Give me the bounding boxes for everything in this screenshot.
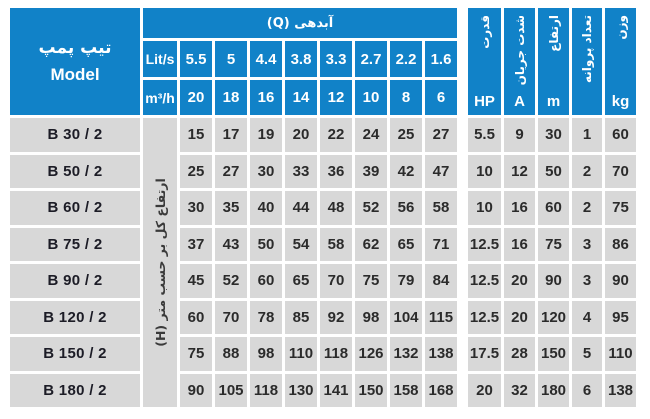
head-value-cell: 19	[250, 118, 282, 152]
flow-unit-value: 1.6	[425, 41, 457, 77]
head-value-cell: 62	[355, 228, 387, 262]
head-value-cell: 40	[250, 191, 282, 225]
spec-value-cell: 3	[572, 228, 602, 262]
spec-value-cell: 90	[605, 264, 636, 298]
spec-value-cell: 86	[605, 228, 636, 262]
total-head-axis-label: ارتفاع کل بر حسب متر (H)	[152, 178, 168, 347]
flow-unit-value: 2.7	[355, 41, 387, 77]
head-value-cell: 27	[425, 118, 457, 152]
spec-value-cell: 30	[538, 118, 569, 152]
spec-col-label: ارتفاع	[546, 15, 561, 52]
model-column-header	[10, 8, 140, 115]
head-value-cell: 27	[215, 155, 247, 189]
head-value-cell: 158	[390, 374, 422, 408]
flow-unit-value: 6	[425, 80, 457, 115]
head-value-cell: 75	[355, 264, 387, 298]
spec-value-cell: 4	[572, 301, 602, 335]
spec-value-cell: 75	[538, 228, 569, 262]
spec-col-header-weight	[605, 8, 636, 115]
spec-value-cell: 1	[572, 118, 602, 152]
head-value-cell: 138	[425, 337, 457, 371]
head-value-cell: 130	[285, 374, 317, 408]
head-value-cell: 24	[355, 118, 387, 152]
head-value-cell: 150	[355, 374, 387, 408]
head-value-cell: 110	[285, 337, 317, 371]
head-value-cell: 168	[425, 374, 457, 408]
head-value-cell: 58	[320, 228, 352, 262]
spec-value-cell: 50	[538, 155, 569, 189]
head-value-cell: 79	[390, 264, 422, 298]
spec-col-unit: m	[546, 93, 561, 110]
head-value-cell: 45	[180, 264, 212, 298]
head-value-cell: 118	[320, 337, 352, 371]
flow-unit-value: 4.4	[250, 41, 282, 77]
flow-unit-value: 10	[355, 80, 387, 115]
spec-value-cell: 5.5	[468, 118, 501, 152]
spec-col-unit: HP	[474, 93, 495, 110]
spec-value-cell: 2	[572, 155, 602, 189]
head-value-cell: 90	[180, 374, 212, 408]
spec-value-cell: 120	[538, 301, 569, 335]
spec-value-cell: 110	[605, 337, 636, 371]
head-value-cell: 58	[425, 191, 457, 225]
spec-col-unit: kg	[611, 93, 630, 110]
head-value-cell: 33	[285, 155, 317, 189]
spec-value-cell: 20	[468, 374, 501, 408]
head-value-cell: 118	[250, 374, 282, 408]
spec-value-cell: 180	[538, 374, 569, 408]
head-value-cell: 85	[285, 301, 317, 335]
total-head-axis-cell	[143, 118, 177, 407]
spec-value-cell: 20	[504, 301, 535, 335]
head-value-cell: 30	[180, 191, 212, 225]
model-cell: B 120 / 2	[10, 301, 140, 335]
spec-col-header-head	[538, 8, 569, 115]
head-value-cell: 84	[425, 264, 457, 298]
flow-unit-value: 18	[215, 80, 247, 115]
head-value-cell: 92	[320, 301, 352, 335]
head-value-cell: 60	[250, 264, 282, 298]
head-value-cell: 65	[285, 264, 317, 298]
spec-value-cell: 12.5	[468, 264, 501, 298]
head-value-cell: 52	[215, 264, 247, 298]
model-cell: B 60 / 2	[10, 191, 140, 225]
flow-unit-value: 5	[215, 41, 247, 77]
head-value-cell: 15	[180, 118, 212, 152]
spec-col-header-power	[468, 8, 501, 115]
head-value-cell: 126	[355, 337, 387, 371]
head-value-cell: 17	[215, 118, 247, 152]
head-value-cell: 50	[250, 228, 282, 262]
spec-value-cell: 10	[468, 155, 501, 189]
head-value-cell: 132	[390, 337, 422, 371]
head-value-cell: 71	[425, 228, 457, 262]
head-value-cell: 52	[355, 191, 387, 225]
spec-value-cell: 138	[605, 374, 636, 408]
head-value-cell: 60	[180, 301, 212, 335]
head-value-cell: 48	[320, 191, 352, 225]
head-value-cell: 75	[180, 337, 212, 371]
spec-value-cell: 70	[605, 155, 636, 189]
head-value-cell: 25	[180, 155, 212, 189]
spec-col-unit: A	[514, 93, 525, 110]
head-value-cell: 88	[215, 337, 247, 371]
spec-value-cell: 6	[572, 374, 602, 408]
head-value-cell: 30	[250, 155, 282, 189]
spec-value-cell: 3	[572, 264, 602, 298]
spec-col-label: تعداد پروانه	[580, 15, 594, 83]
flow-unit-value: 16	[250, 80, 282, 115]
spec-col-header-current	[504, 8, 535, 115]
spec-value-cell: 28	[504, 337, 535, 371]
spec-value-cell: 9	[504, 118, 535, 152]
model-cell: B 75 / 2	[10, 228, 140, 262]
spec-value-cell: 12	[504, 155, 535, 189]
spec-value-cell: 90	[538, 264, 569, 298]
spec-value-cell: 32	[504, 374, 535, 408]
head-value-cell: 35	[215, 191, 247, 225]
spec-col-label: وزن	[613, 15, 628, 40]
spec-value-cell: 17.5	[468, 337, 501, 371]
flow-unit-value: 8	[390, 80, 422, 115]
spec-col-label: شدت جریان	[512, 15, 527, 86]
model-cell: B 90 / 2	[10, 264, 140, 298]
spec-value-cell: 12.5	[468, 301, 501, 335]
spec-value-cell: 60	[605, 118, 636, 152]
head-value-cell: 54	[285, 228, 317, 262]
head-value-cell: 78	[250, 301, 282, 335]
pump-spec-table	[10, 8, 636, 407]
flow-unit-label-lit-s	[143, 41, 177, 77]
head-value-cell: 37	[180, 228, 212, 262]
flow-unit-value: 12	[320, 80, 352, 115]
flow-unit-label-text: m³/h	[145, 89, 175, 106]
head-value-cell: 115	[425, 301, 457, 335]
flow-header: آبدهی (Q)	[143, 8, 457, 38]
head-value-cell: 70	[215, 301, 247, 335]
head-value-cell: 36	[320, 155, 352, 189]
head-value-cell: 65	[390, 228, 422, 262]
head-value-cell: 98	[355, 301, 387, 335]
head-value-cell: 22	[320, 118, 352, 152]
model-cell: B 50 / 2	[10, 155, 140, 189]
spec-col-label: قدرت	[477, 15, 492, 49]
head-value-cell: 20	[285, 118, 317, 152]
head-value-cell: 56	[390, 191, 422, 225]
model-cell: B 180 / 2	[10, 374, 140, 408]
model-cell: B 30 / 2	[10, 118, 140, 152]
head-value-cell: 47	[425, 155, 457, 189]
head-value-cell: 98	[250, 337, 282, 371]
head-value-cell: 25	[390, 118, 422, 152]
head-value-cell: 39	[355, 155, 387, 189]
spec-value-cell: 150	[538, 337, 569, 371]
head-value-cell: 70	[320, 264, 352, 298]
flow-unit-value: 20	[180, 80, 212, 115]
spec-value-cell: 2	[572, 191, 602, 225]
spec-value-cell: 95	[605, 301, 636, 335]
spec-col-header-impellers	[572, 8, 602, 115]
spec-value-cell: 5	[572, 337, 602, 371]
flow-unit-value: 14	[285, 80, 317, 115]
model-title-en: Model	[50, 65, 100, 84]
spec-value-cell: 60	[538, 191, 569, 225]
head-value-cell: 105	[215, 374, 247, 408]
spec-value-cell: 12.5	[468, 228, 501, 262]
flow-unit-value: 5.5	[180, 41, 212, 77]
spec-value-cell: 16	[504, 191, 535, 225]
model-title-fa: تیپ پمپ	[38, 38, 112, 58]
spec-value-cell: 20	[504, 264, 535, 298]
head-value-cell: 42	[390, 155, 422, 189]
head-value-cell: 43	[215, 228, 247, 262]
model-cell: B 150 / 2	[10, 337, 140, 371]
flow-unit-value: 3.8	[285, 41, 317, 77]
head-value-cell: 141	[320, 374, 352, 408]
spec-value-cell: 16	[504, 228, 535, 262]
flow-unit-label-text: Lit/s	[145, 51, 175, 67]
spec-value-cell: 75	[605, 191, 636, 225]
flow-unit-value: 2.2	[390, 41, 422, 77]
head-value-cell: 104	[390, 301, 422, 335]
head-value-cell: 44	[285, 191, 317, 225]
spec-value-cell: 10	[468, 191, 501, 225]
flow-unit-label-m3-h	[143, 80, 177, 115]
flow-unit-value: 3.3	[320, 41, 352, 77]
